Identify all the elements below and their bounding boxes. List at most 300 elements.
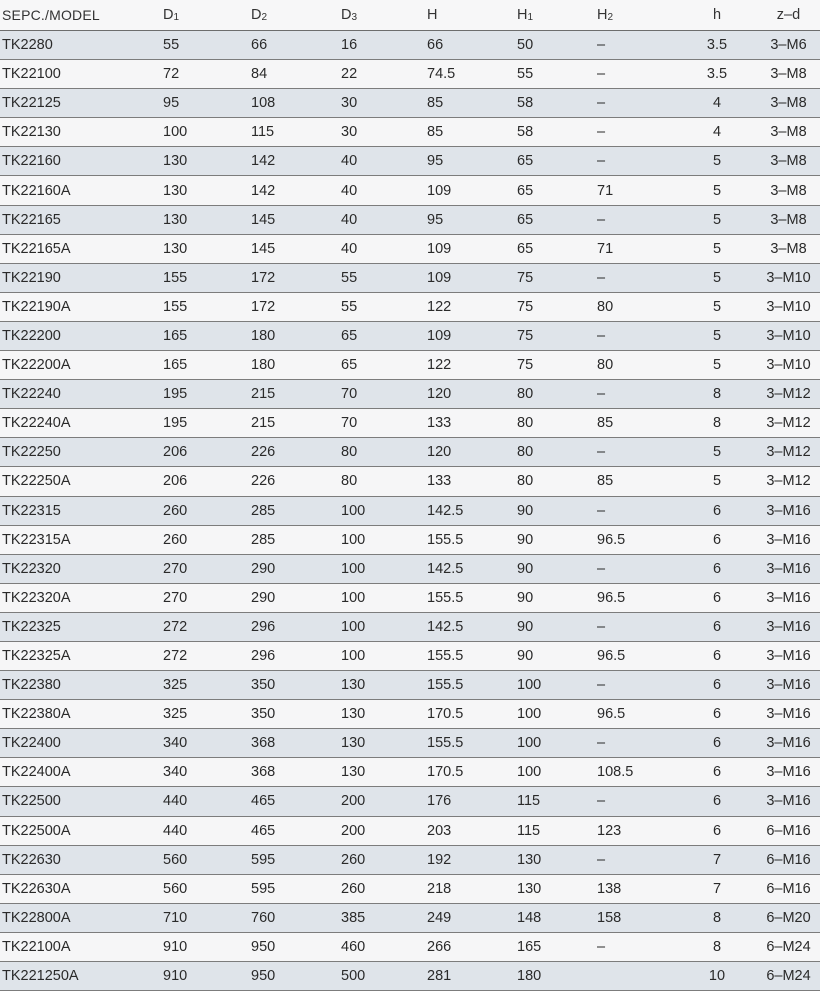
cell-d3: 70: [341, 380, 427, 409]
cell-h2: 80: [597, 292, 677, 321]
table-row: [0, 700, 820, 729]
cell-d2: 142: [251, 147, 341, 176]
cell-model: TK22125: [0, 89, 163, 118]
cell-h-upper: 266: [427, 932, 517, 961]
table-row: [0, 758, 820, 787]
cell-h2: –: [597, 554, 677, 583]
cell-model: TK22320: [0, 554, 163, 583]
cell-d2: 172: [251, 263, 341, 292]
cell-h1: 75: [517, 292, 597, 321]
cell-z-d: 3–M16: [757, 729, 820, 758]
table-row: [0, 438, 820, 467]
cell-d3: 260: [341, 845, 427, 874]
cell-h1: 58: [517, 118, 597, 147]
table-body: [0, 31, 820, 991]
cell-h1: 80: [517, 380, 597, 409]
cell-h-upper: 85: [427, 118, 517, 147]
cell-model: TK22130: [0, 118, 163, 147]
cell-d2: 226: [251, 467, 341, 496]
header-label: H: [427, 7, 438, 23]
cell-h1: 90: [517, 496, 597, 525]
table-row: [0, 874, 820, 903]
cell-h-lower: 7: [677, 874, 757, 903]
cell-d1: 206: [163, 438, 251, 467]
table-row: [0, 671, 820, 700]
cell-d3: 200: [341, 816, 427, 845]
header-col-h-upper: [427, 0, 517, 31]
cell-h2: –: [597, 321, 677, 350]
cell-d3: 40: [341, 205, 427, 234]
cell-d3: 16: [341, 31, 427, 60]
cell-h1: 148: [517, 903, 597, 932]
cell-d3: 80: [341, 467, 427, 496]
cell-h-upper: 142.5: [427, 496, 517, 525]
cell-model: TK22630A: [0, 874, 163, 903]
cell-z-d: 3–M8: [757, 118, 820, 147]
cell-z-d: 3–M8: [757, 89, 820, 118]
cell-d1: 325: [163, 671, 251, 700]
table-row: [0, 496, 820, 525]
cell-h1: 90: [517, 583, 597, 612]
cell-h2: 123: [597, 816, 677, 845]
cell-d1: 130: [163, 147, 251, 176]
cell-z-d: 3–M8: [757, 147, 820, 176]
cell-d1: 272: [163, 612, 251, 641]
cell-d2: 145: [251, 205, 341, 234]
header-subscript: 1: [527, 12, 534, 23]
cell-h-upper: 218: [427, 874, 517, 903]
cell-d2: 108: [251, 89, 341, 118]
table-row: [0, 525, 820, 554]
cell-d2: 285: [251, 496, 341, 525]
cell-z-d: 3–M12: [757, 380, 820, 409]
header-col-h-lower: [677, 0, 757, 31]
cell-d1: 260: [163, 525, 251, 554]
cell-d2: 172: [251, 292, 341, 321]
cell-d2: 950: [251, 932, 341, 961]
table-row: [0, 351, 820, 380]
cell-h1: 75: [517, 321, 597, 350]
table-row: [0, 932, 820, 961]
cell-d1: 195: [163, 380, 251, 409]
cell-h-lower: 6: [677, 641, 757, 670]
cell-h2: 85: [597, 409, 677, 438]
table-row: [0, 147, 820, 176]
cell-model: TK22315A: [0, 525, 163, 554]
cell-h1: 115: [517, 787, 597, 816]
cell-h1: 65: [517, 147, 597, 176]
header-subscript: 1: [173, 12, 180, 23]
cell-z-d: 3–M10: [757, 321, 820, 350]
table-row: [0, 176, 820, 205]
cell-h1: 100: [517, 729, 597, 758]
cell-h-upper: 155.5: [427, 583, 517, 612]
cell-d2: 285: [251, 525, 341, 554]
table-row: [0, 31, 820, 60]
cell-model: TK22500: [0, 787, 163, 816]
cell-h1: 80: [517, 438, 597, 467]
cell-d3: 65: [341, 321, 427, 350]
cell-h-lower: 6: [677, 787, 757, 816]
cell-h1: 115: [517, 816, 597, 845]
cell-h-upper: 66: [427, 31, 517, 60]
cell-h2: –: [597, 31, 677, 60]
cell-d1: 165: [163, 351, 251, 380]
cell-d1: 130: [163, 234, 251, 263]
cell-model: TK22320A: [0, 583, 163, 612]
cell-d3: 130: [341, 671, 427, 700]
cell-h2: 158: [597, 903, 677, 932]
cell-h-upper: 120: [427, 380, 517, 409]
cell-d3: 40: [341, 176, 427, 205]
table-row: [0, 263, 820, 292]
cell-h2: –: [597, 380, 677, 409]
cell-d2: 180: [251, 321, 341, 350]
header-subscript: 3: [351, 12, 358, 23]
table-row: [0, 845, 820, 874]
cell-d3: 100: [341, 496, 427, 525]
cell-d3: 460: [341, 932, 427, 961]
table-row: [0, 729, 820, 758]
cell-d2: 142: [251, 176, 341, 205]
cell-z-d: 6–M16: [757, 874, 820, 903]
cell-h1: 58: [517, 89, 597, 118]
cell-model: TK22315: [0, 496, 163, 525]
cell-h-lower: 6: [677, 612, 757, 641]
cell-h2: 80: [597, 351, 677, 380]
cell-d1: 560: [163, 845, 251, 874]
cell-d2: 180: [251, 351, 341, 380]
cell-h1: 80: [517, 467, 597, 496]
cell-d2: 595: [251, 845, 341, 874]
cell-h-lower: 5: [677, 234, 757, 263]
header-label: H: [517, 7, 528, 23]
table-row: [0, 409, 820, 438]
cell-z-d: 3–M16: [757, 554, 820, 583]
cell-h-lower: 4: [677, 118, 757, 147]
cell-h2: 96.5: [597, 641, 677, 670]
cell-model: TK22630: [0, 845, 163, 874]
cell-h-upper: 192: [427, 845, 517, 874]
cell-h-upper: 85: [427, 89, 517, 118]
cell-model: TK22200A: [0, 351, 163, 380]
cell-h2: –: [597, 612, 677, 641]
cell-h2: –: [597, 118, 677, 147]
table-row: [0, 89, 820, 118]
cell-d2: 296: [251, 612, 341, 641]
header-label: D: [251, 7, 262, 23]
cell-h1: 75: [517, 351, 597, 380]
cell-h-upper: 122: [427, 351, 517, 380]
cell-d3: 30: [341, 89, 427, 118]
cell-h-lower: 5: [677, 321, 757, 350]
cell-h-lower: 6: [677, 671, 757, 700]
cell-h-upper: 122: [427, 292, 517, 321]
cell-model: TK22400: [0, 729, 163, 758]
table-row: [0, 292, 820, 321]
cell-d2: 84: [251, 60, 341, 89]
cell-model: TK22165: [0, 205, 163, 234]
cell-h-upper: 142.5: [427, 612, 517, 641]
cell-h2: 71: [597, 234, 677, 263]
cell-d2: 290: [251, 583, 341, 612]
cell-h-lower: 6: [677, 816, 757, 845]
cell-d2: 760: [251, 903, 341, 932]
cell-d3: 22: [341, 60, 427, 89]
cell-z-d: 3–M12: [757, 409, 820, 438]
cell-model: TK22500A: [0, 816, 163, 845]
cell-model: TK22160: [0, 147, 163, 176]
cell-h1: 90: [517, 612, 597, 641]
cell-h-upper: 155.5: [427, 641, 517, 670]
cell-d1: 100: [163, 118, 251, 147]
cell-z-d: 6–M16: [757, 816, 820, 845]
table-row: [0, 903, 820, 932]
cell-h-lower: 5: [677, 147, 757, 176]
header-col-d2: [251, 0, 341, 31]
cell-h-upper: 95: [427, 147, 517, 176]
cell-d3: 100: [341, 583, 427, 612]
cell-h2: –: [597, 787, 677, 816]
cell-model: TK22250A: [0, 467, 163, 496]
cell-d1: 272: [163, 641, 251, 670]
cell-d3: 100: [341, 525, 427, 554]
table-row: [0, 612, 820, 641]
header-label: D: [341, 7, 352, 23]
cell-d1: 195: [163, 409, 251, 438]
cell-h2: 71: [597, 176, 677, 205]
cell-h-lower: 5: [677, 351, 757, 380]
cell-d1: 155: [163, 263, 251, 292]
cell-d1: 130: [163, 176, 251, 205]
cell-z-d: 3–M16: [757, 787, 820, 816]
cell-d3: 65: [341, 351, 427, 380]
cell-h-lower: 5: [677, 176, 757, 205]
cell-h1: 90: [517, 641, 597, 670]
cell-d1: 95: [163, 89, 251, 118]
cell-model: TK22190A: [0, 292, 163, 321]
cell-h-lower: 6: [677, 583, 757, 612]
table-row: [0, 60, 820, 89]
cell-h2: 96.5: [597, 700, 677, 729]
cell-h-upper: 249: [427, 903, 517, 932]
cell-d2: 368: [251, 758, 341, 787]
cell-d3: 70: [341, 409, 427, 438]
header-label: h: [712, 7, 722, 23]
cell-h1: 100: [517, 671, 597, 700]
cell-d1: 910: [163, 962, 251, 991]
cell-h1: 90: [517, 554, 597, 583]
cell-d3: 200: [341, 787, 427, 816]
cell-d3: 100: [341, 554, 427, 583]
cell-h2: –: [597, 729, 677, 758]
cell-d2: 290: [251, 554, 341, 583]
cell-h1: 130: [517, 845, 597, 874]
table-row: [0, 234, 820, 263]
cell-z-d: 3–M8: [757, 60, 820, 89]
table-row: [0, 118, 820, 147]
header-col-h1: [517, 0, 597, 31]
cell-h-lower: 5: [677, 438, 757, 467]
cell-h-lower: 8: [677, 380, 757, 409]
cell-d3: 130: [341, 758, 427, 787]
cell-model: TK22240A: [0, 409, 163, 438]
header-row: [0, 0, 820, 31]
cell-h-lower: 7: [677, 845, 757, 874]
cell-d3: 260: [341, 874, 427, 903]
cell-h-upper: 120: [427, 438, 517, 467]
cell-h-lower: 6: [677, 496, 757, 525]
cell-h2: –: [597, 60, 677, 89]
cell-model: TK22380A: [0, 700, 163, 729]
cell-d1: 130: [163, 205, 251, 234]
cell-d1: 340: [163, 729, 251, 758]
cell-z-d: 3–M12: [757, 438, 820, 467]
cell-d1: 440: [163, 816, 251, 845]
cell-z-d: 3–M16: [757, 758, 820, 787]
cell-d1: 560: [163, 874, 251, 903]
header-col-model: [0, 0, 163, 31]
cell-h2: 85: [597, 467, 677, 496]
table-row: [0, 787, 820, 816]
cell-h-lower: 3.5: [677, 31, 757, 60]
cell-z-d: 3–M16: [757, 496, 820, 525]
cell-h-lower: 8: [677, 409, 757, 438]
cell-d3: 55: [341, 292, 427, 321]
cell-d1: 260: [163, 496, 251, 525]
cell-model: TK22250: [0, 438, 163, 467]
cell-h2: –: [597, 845, 677, 874]
cell-h-upper: 109: [427, 321, 517, 350]
cell-z-d: 3–M10: [757, 292, 820, 321]
cell-h1: 80: [517, 409, 597, 438]
cell-d3: 100: [341, 641, 427, 670]
cell-h-upper: 281: [427, 962, 517, 991]
cell-h-upper: 109: [427, 234, 517, 263]
cell-d2: 215: [251, 380, 341, 409]
cell-h1: 100: [517, 700, 597, 729]
header-col-d3: [341, 0, 427, 31]
cell-h-lower: 3.5: [677, 60, 757, 89]
cell-d2: 215: [251, 409, 341, 438]
cell-model: TK22100: [0, 60, 163, 89]
table-row: [0, 205, 820, 234]
cell-d1: 710: [163, 903, 251, 932]
cell-d1: 55: [163, 31, 251, 60]
cell-model: TK22325: [0, 612, 163, 641]
cell-h-upper: 95: [427, 205, 517, 234]
header-col-h2: [597, 0, 677, 31]
cell-d2: 115: [251, 118, 341, 147]
header-subscript: 2: [607, 12, 614, 23]
cell-model: TK221250A: [0, 962, 163, 991]
header-label: D: [163, 7, 174, 23]
cell-model: TK22240: [0, 380, 163, 409]
table-row: [0, 380, 820, 409]
cell-z-d: 3–M16: [757, 583, 820, 612]
cell-model: TK22325A: [0, 641, 163, 670]
cell-d3: 40: [341, 234, 427, 263]
cell-model: TK22380: [0, 671, 163, 700]
cell-d2: 465: [251, 787, 341, 816]
cell-z-d: 3–M16: [757, 612, 820, 641]
cell-z-d: 3–M16: [757, 671, 820, 700]
cell-d1: 325: [163, 700, 251, 729]
cell-h-lower: 8: [677, 903, 757, 932]
cell-z-d: 3–M16: [757, 525, 820, 554]
cell-d3: 385: [341, 903, 427, 932]
cell-z-d: 6–M24: [757, 932, 820, 961]
cell-h2: [597, 962, 677, 991]
cell-h1: 55: [517, 60, 597, 89]
cell-h2: –: [597, 932, 677, 961]
cell-h-lower: 6: [677, 554, 757, 583]
cell-model: TK22200: [0, 321, 163, 350]
cell-model: TK2280: [0, 31, 163, 60]
cell-h-upper: 170.5: [427, 758, 517, 787]
cell-h-upper: 133: [427, 467, 517, 496]
cell-d3: 30: [341, 118, 427, 147]
table-row: [0, 641, 820, 670]
cell-d2: 950: [251, 962, 341, 991]
cell-h1: 90: [517, 525, 597, 554]
table-row: [0, 321, 820, 350]
cell-d2: 595: [251, 874, 341, 903]
cell-d1: 72: [163, 60, 251, 89]
cell-d3: 40: [341, 147, 427, 176]
cell-d2: 226: [251, 438, 341, 467]
cell-h1: 100: [517, 758, 597, 787]
cell-h-upper: 74.5: [427, 60, 517, 89]
cell-h-upper: 170.5: [427, 700, 517, 729]
cell-h1: 65: [517, 176, 597, 205]
cell-d2: 296: [251, 641, 341, 670]
cell-h-lower: 6: [677, 758, 757, 787]
cell-h1: 180: [517, 962, 597, 991]
cell-h-lower: 8: [677, 932, 757, 961]
table-row: [0, 583, 820, 612]
cell-d1: 155: [163, 292, 251, 321]
cell-h-lower: 4: [677, 89, 757, 118]
header-col-d1: [163, 0, 251, 31]
cell-h2: –: [597, 671, 677, 700]
cell-d1: 206: [163, 467, 251, 496]
cell-h-lower: 6: [677, 700, 757, 729]
cell-z-d: 3–M16: [757, 700, 820, 729]
cell-z-d: 3–M8: [757, 205, 820, 234]
header-subscript: 2: [261, 12, 268, 23]
cell-h-lower: 6: [677, 525, 757, 554]
cell-h1: 50: [517, 31, 597, 60]
cell-z-d: 3–M10: [757, 263, 820, 292]
cell-h-upper: 155.5: [427, 729, 517, 758]
cell-model: TK22165A: [0, 234, 163, 263]
cell-h-upper: 109: [427, 263, 517, 292]
cell-model: TK22160A: [0, 176, 163, 205]
cell-d2: 66: [251, 31, 341, 60]
header-label: H: [597, 7, 608, 23]
cell-h-upper: 142.5: [427, 554, 517, 583]
header-label: z–d: [776, 7, 801, 23]
header-label: SEPC./MODEL: [2, 7, 100, 23]
cell-h1: 130: [517, 874, 597, 903]
cell-h-lower: 6: [677, 729, 757, 758]
cell-z-d: 3–M16: [757, 641, 820, 670]
cell-d3: 130: [341, 729, 427, 758]
cell-z-d: 6–M24: [757, 962, 820, 991]
cell-h1: 65: [517, 234, 597, 263]
cell-model: TK22400A: [0, 758, 163, 787]
